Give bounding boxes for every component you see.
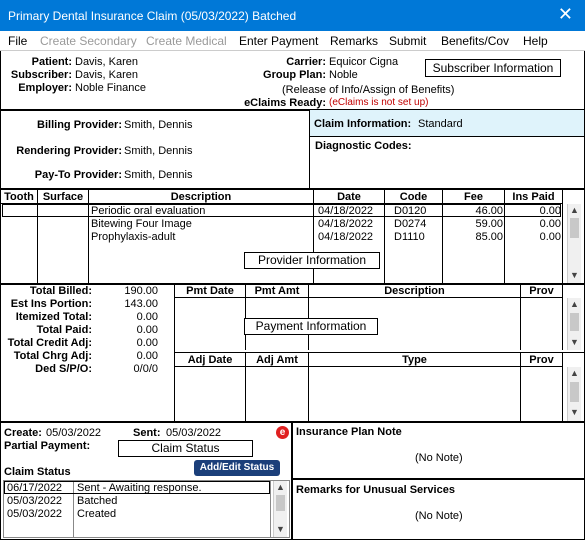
menu-submit[interactable]: Submit: [389, 34, 427, 48]
itemized-total-label: Itemized Total:: [15, 311, 92, 323]
col-surface: Surface: [42, 191, 84, 203]
menu-enter-payment[interactable]: Enter Payment: [239, 34, 319, 48]
proc-fee: 85.00: [475, 231, 503, 243]
proc-desc: Prophylaxis-adult: [91, 231, 176, 243]
carrier-value: Equicor Cigna: [329, 56, 399, 68]
proc-date: 04/18/2022: [318, 205, 374, 217]
create-label: Create:: [4, 427, 42, 439]
status-scrollbar[interactable]: [273, 481, 287, 537]
menu-remarks[interactable]: Remarks: [330, 34, 379, 48]
payment-info-tag: Payment Information: [244, 318, 378, 335]
col-description: Description: [170, 191, 232, 203]
menu-benefits-cov[interactable]: Benefits/Cov: [441, 34, 510, 48]
partial-payment-label: Partial Payment:: [4, 440, 91, 452]
add-edit-status-button[interactable]: Add/Edit Status: [194, 460, 280, 476]
scroll-down-icon[interactable]: ▼: [570, 337, 579, 347]
col-ins-paid: Ins Paid: [512, 191, 555, 203]
payments-scrollbar[interactable]: [567, 298, 581, 350]
proc-code: D0274: [394, 218, 427, 230]
close-icon[interactable]: ✕: [557, 4, 573, 24]
total-credit-adj-value: 0.00: [136, 337, 158, 349]
sent-label: Sent:: [133, 427, 161, 439]
total-credit-adj-label: Total Credit Adj:: [7, 337, 92, 349]
scroll-down-icon[interactable]: ▼: [570, 407, 579, 417]
group-plan-value: Noble: [329, 69, 358, 81]
menu-file[interactable]: File: [8, 34, 28, 48]
status-date: 05/03/2022: [7, 508, 63, 520]
est-ins-value: 143.00: [124, 298, 158, 310]
proc-code: D0120: [394, 205, 427, 217]
proc-fee: 59.00: [475, 218, 503, 230]
claim-status-tag: Claim Status: [118, 440, 253, 457]
scroll-thumb[interactable]: [570, 382, 579, 402]
billing-provider-label: Billing Provider:: [37, 119, 122, 131]
scroll-thumb[interactable]: [570, 313, 579, 331]
scroll-down-icon[interactable]: ▼: [276, 524, 285, 534]
scroll-down-icon[interactable]: ▼: [570, 270, 579, 280]
carrier-label: Carrier:: [286, 56, 326, 68]
proc-desc: Bitewing Four Image: [91, 218, 192, 230]
remarks-label: Remarks for Unusual Services: [296, 484, 455, 496]
create-value: 05/03/2022: [46, 427, 102, 439]
col-pmt-prov: Prov: [529, 285, 554, 297]
status-date: 05/03/2022: [7, 495, 63, 507]
proc-date: 04/18/2022: [318, 231, 374, 243]
menu-bar: [0, 31, 585, 51]
release-info: (Release of Info/Assign of Benefits): [282, 84, 455, 96]
status-text: Created: [77, 508, 117, 520]
menu-create-medical[interactable]: Create Medical: [146, 34, 227, 48]
subscriber-info-tag: Subscriber Information: [425, 59, 561, 77]
col-code: Code: [399, 191, 428, 203]
col-adj-prov: Prov: [529, 354, 554, 366]
window-title: Primary Dental Insurance Claim (05/03/2022) Batched: [8, 9, 297, 23]
payto-provider-value[interactable]: Smith, Dennis: [124, 169, 193, 181]
col-pmt-date: Pmt Date: [186, 285, 234, 297]
scroll-up-icon[interactable]: ▲: [570, 299, 579, 309]
proc-ins-paid: 0.00: [539, 218, 561, 230]
col-tooth: Tooth: [4, 191, 34, 203]
scroll-thumb[interactable]: [570, 218, 579, 238]
employer-value: Noble Finance: [75, 82, 146, 94]
procedures-scrollbar[interactable]: [567, 204, 581, 283]
status-text: Batched: [77, 495, 118, 507]
col-fee: Fee: [464, 191, 483, 203]
total-billed-value: 190.00: [124, 285, 158, 297]
claim-status-label: Claim Status: [4, 466, 71, 478]
est-ins-label: Est Ins Portion:: [10, 298, 92, 310]
total-billed-label: Total Billed:: [29, 285, 92, 297]
provider-info-tag: Provider Information: [244, 252, 380, 269]
proc-code: D1110: [394, 231, 425, 243]
diag-codes-label: Diagnostic Codes:: [315, 140, 412, 152]
proc-desc: Periodic oral evaluation: [91, 205, 206, 217]
subscriber-label: Subscriber:: [10, 69, 72, 81]
proc-date: 04/18/2022: [318, 218, 374, 230]
menu-help[interactable]: Help: [523, 34, 548, 48]
employer-label: Employer:: [18, 82, 72, 94]
scroll-up-icon[interactable]: ▲: [570, 205, 579, 215]
status-date: 06/17/2022: [7, 482, 63, 494]
patient-value: Davis, Karen: [75, 56, 138, 68]
eclaims-value: (eClaims is not set up): [329, 97, 429, 108]
total-paid-value: 0.00: [136, 324, 158, 336]
eclaims-label: eClaims Ready:: [244, 97, 326, 109]
adjustments-scrollbar[interactable]: [567, 367, 581, 421]
claim-info-label: Claim Information:: [314, 118, 412, 130]
ded-spo-value: 0/0/0: [133, 363, 158, 375]
menu-create-secondary[interactable]: Create Secondary: [40, 34, 137, 48]
total-chrg-adj-value: 0.00: [136, 350, 158, 362]
scroll-up-icon[interactable]: ▲: [276, 482, 285, 492]
billing-provider-value[interactable]: Smith, Dennis: [124, 119, 193, 131]
remarks-value: (No Note): [415, 510, 463, 522]
plan-note-value: (No Note): [415, 452, 463, 464]
rendering-provider-label: Rendering Provider:: [16, 145, 122, 157]
payto-provider-label: Pay-To Provider:: [34, 169, 122, 181]
col-pmt-amt: Pmt Amt: [254, 285, 300, 297]
eclaim-icon[interactable]: e: [276, 426, 289, 439]
col-adj-type: Type: [402, 354, 427, 366]
total-paid-label: Total Paid:: [36, 324, 92, 336]
scroll-thumb[interactable]: [276, 495, 285, 511]
group-plan-label: Group Plan:: [263, 69, 326, 81]
col-adj-amt: Adj Amt: [256, 354, 298, 366]
claim-info-value: Standard: [418, 118, 463, 130]
total-chrg-adj-label: Total Chrg Adj:: [13, 350, 92, 362]
itemized-total-value: 0.00: [136, 311, 158, 323]
status-text: Sent - Awaiting response.: [77, 482, 202, 494]
subscriber-value: Davis, Karen: [75, 69, 138, 81]
title-bar: [0, 0, 585, 31]
sent-value: 05/03/2022: [166, 427, 222, 439]
ded-spo-label: Ded S/P/O:: [35, 363, 92, 375]
col-pmt-description: Description: [384, 285, 445, 297]
col-adj-date: Adj Date: [187, 354, 233, 366]
scroll-up-icon[interactable]: ▲: [570, 368, 579, 378]
patient-label: Patient:: [31, 56, 72, 68]
proc-ins-paid: 0.00: [539, 231, 561, 243]
proc-ins-paid: 0.00: [539, 205, 561, 217]
proc-fee: 46.00: [475, 205, 503, 217]
col-date: Date: [337, 191, 361, 203]
rendering-provider-value[interactable]: Smith, Dennis: [124, 145, 193, 157]
plan-note-label: Insurance Plan Note: [296, 426, 402, 438]
